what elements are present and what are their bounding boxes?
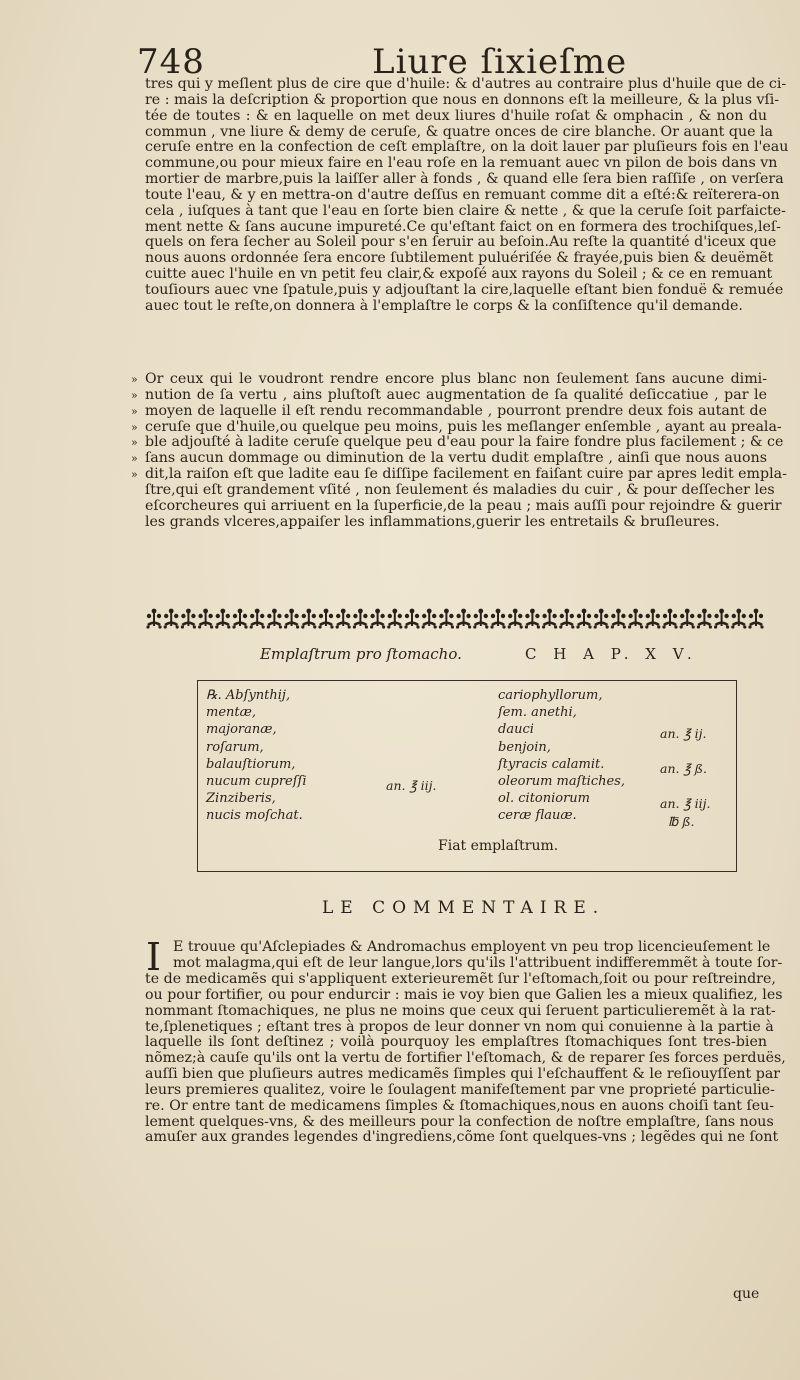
text-line: tres qui y meſlent plus de cire que d'huile: & d'autres au contraire plus d'huile que de ci- <box>145 76 787 92</box>
dose-right-4: ℔ ß. <box>668 814 695 829</box>
fleuron-icon <box>680 609 695 629</box>
ingredient: ſtyracis calamit. <box>498 756 605 772</box>
text-line: mortier de marbre,puis la laiſſer aller à fonds , & quand elle ſera bien raſſiſe , on verſera <box>145 171 784 188</box>
text-line: les grands vlceres,appaiſer les inflammations,guerir les entretails & bruſleures. <box>145 513 720 530</box>
ornament-border <box>145 604 767 632</box>
chapter-title: Emplaſtrum pro ſtomacho. <box>260 645 462 663</box>
quoted-line <box>131 418 782 436</box>
ingredient: dauci <box>498 722 534 738</box>
fleuron-icon <box>439 609 454 629</box>
catchword: que <box>733 1286 760 1302</box>
fleuron-icon <box>490 609 505 629</box>
ingredient: oleorum maſtiches, <box>498 774 625 790</box>
fleuron-icon <box>576 609 591 629</box>
text-line: commune,ou pour mieux faire en l'eau roſe en la remuant auec vn pilon de bois dans vn <box>145 155 778 172</box>
quote-mark <box>131 515 145 531</box>
ingredient: ol. citoniorum <box>498 791 591 807</box>
fleuron-icon <box>301 609 316 629</box>
fleuron-icon <box>422 609 437 629</box>
text-line: amuſer aux grandes legendes d'ingrediens,cõme ſont quelques-vns ; legẽdes qui ne ſont <box>145 1129 779 1146</box>
page-number: 748 <box>137 42 205 82</box>
quoted-line <box>131 372 767 388</box>
text-line: nõmez;à cauſe qu'ils ont la vertu de fortifier l'eſtomach, & de reparer ſes forces perduës, <box>145 1050 786 1067</box>
text-line: ceruſe entre en la confection de ceſt emplaſtre, on la doit lauer par pluſieurs fois en l'eau <box>145 139 789 156</box>
ingredient: ſem. anethi, <box>498 705 577 721</box>
dose-right-1: an. ℥ ij. <box>660 726 707 741</box>
quote-mark: » <box>131 404 138 418</box>
ingredient: majoranæ, <box>206 722 277 738</box>
quote-mark: » <box>131 388 138 402</box>
ingredient: nucum cupreſſi <box>206 774 307 790</box>
commentary-body <box>145 971 786 1146</box>
quote-mark: » <box>131 452 138 466</box>
text-line: touſiours auec vne ſpatule,puis y adjouſtant la cire,laquelle eſtant bien fonduë & remuée <box>145 281 784 298</box>
quoted-line <box>131 466 787 483</box>
drop-cap: I <box>146 935 162 979</box>
fleuron-icon <box>645 609 660 629</box>
text-line: nommant ſtomachiques, ne plus ne moins que ceux qui ſeruent particulieremẽt à la rat- <box>145 1002 776 1019</box>
fleuron-icon <box>697 609 712 629</box>
dose-right-3: an. ℥ iij. <box>660 796 711 811</box>
text-line: ſans aucun dommage ou diminution de la vertu dudit emplaſtre , ainſi que nous auons <box>145 450 767 467</box>
text-line: toute l'eau, & y en mettra-on d'autre deſſus en remuant comme dit a eſté:& reïterera-on <box>145 186 780 203</box>
text-line: ou pour fortifier, ou pour endurcir : mais ie voy bien que Galien les a mieux qualifiez, les <box>145 986 783 1003</box>
text-line: re : mais la deſcription & proportion que nous en donnons eſt la meilleure, & la plus vſi- <box>145 91 780 108</box>
fleuron-icon <box>611 609 626 629</box>
commentary-title: LE COMMENTAIRE. <box>322 898 606 918</box>
quote-mark <box>131 499 145 515</box>
text-line: ſtre,qui eſt grandement vſité , non ſeulement és maladies du cuir , & pour deſſecher les <box>145 481 775 498</box>
quoted-line <box>131 481 775 499</box>
text-line: nution de ſa vertu , ains pluſtoſt auec augmentation de ſa qualité deſiccatiue , par le <box>145 386 767 403</box>
fleuron-icon <box>181 609 196 629</box>
recipe-right-column <box>498 687 625 825</box>
fleuron-icon <box>215 609 230 629</box>
recipe-fiat: Fiat emplaſtrum. <box>438 838 559 854</box>
fleuron-icon <box>525 609 540 629</box>
text-line: auec tout le reſte,on donnera à l'emplaſtre le corps & la conſiſtence qu'il demande. <box>145 297 743 314</box>
fleuron-icon <box>714 609 729 629</box>
quoted-line <box>131 497 782 515</box>
fleuron-icon <box>198 609 213 629</box>
ingredient: nucis moſchat. <box>206 808 303 824</box>
fleuron-icon <box>559 609 574 629</box>
paragraph-2 <box>131 371 787 530</box>
ingredient: balauſtiorum, <box>206 756 296 772</box>
ingredient: Zinziberis, <box>206 791 276 807</box>
text-line: dit,la raiſon eſt que ladite eau ſe diſſipe facilement en faiſant cuire par apres ledit empla- <box>145 466 787 483</box>
text-line: te,ſplenetiques ; eſtant tres à propos de leur donner vn nom qui conuienne à la partie à <box>145 1018 774 1035</box>
text-line: Or ceux qui le voudront rendre encore plus blanc non ſeulement ſans aucune dimi- <box>145 371 767 387</box>
text-line: ceruſe que d'huile,ou quelque peu moins, puis les meſlanger enſemble , ayant au preala- <box>145 418 782 435</box>
fleuron-icon <box>748 609 763 629</box>
text-line: ble adjouſté à ladite ceruſe quelque peu d'eau pour la faire fondre plus facilement ; & ce <box>145 434 784 451</box>
fleuron-icon <box>508 609 523 629</box>
recipe-box <box>197 680 737 872</box>
fleuron-icon <box>370 609 385 629</box>
chapter-heading <box>260 645 698 663</box>
paragraph-1 <box>145 76 789 315</box>
ingredient: mentæ, <box>206 705 256 721</box>
quoted-line <box>131 404 767 420</box>
ingredient: cariophyllorum, <box>498 688 603 703</box>
fleuron-icon <box>731 609 746 629</box>
text-line: moyen de laquelle il eſt rendu recommandable , pourront prendre deux fois autant de <box>145 402 767 419</box>
fleuron-icon <box>628 609 643 629</box>
fleuron-icon <box>232 609 247 629</box>
quote-mark: » <box>131 436 138 450</box>
fleuron-icon <box>473 609 488 629</box>
text-line: auſſi bien que pluſieurs autres medicamẽs ſimples qui l'eſchauffent & le reſiouyſſent par <box>145 1066 781 1083</box>
fleuron-icon <box>250 609 265 629</box>
text-line: leurs premieres qualitez, voire le ſoulagent manifeſtement par vne proprieté particulie- <box>145 1081 775 1098</box>
text-line: tée de toutes : & en laquelle on met deux liures d'huile roſat & omphacin , & non du <box>145 107 767 124</box>
fleuron-icon <box>164 609 179 629</box>
fleuron-icon <box>594 609 609 629</box>
text-line: commun , vne liure & demy de ceruſe, & quatre onces de cire blanche. Or auant que la <box>145 123 774 140</box>
ingredient: ℞. Abſynthij, <box>206 688 291 703</box>
fleuron-icon <box>662 609 677 629</box>
commentary-opening <box>173 939 783 972</box>
chapter-number: C H A P. X V. <box>525 645 698 663</box>
text-line: eſcorcheures qui arriuent en la ſuperficie,de la peau ; mais auſſi pour rejoindre & guerir <box>145 497 782 514</box>
running-title: Liure ſixieſme <box>372 42 628 82</box>
fleuron-icon <box>542 609 557 629</box>
text-line: E trouue qu'Aſclepiades & Andromachus employent vn peu trop licencieuſement le <box>173 939 771 955</box>
text-line: ment nette & ſans aucune impureté.Ce qu'eſtant faict on en formera des trochiſques,leſ- <box>145 218 781 235</box>
text-line: te de medicamẽs qui s'appliquent exterieuremẽt ſur l'eſtomach,ſoit ou pour reſtreindre, <box>145 971 776 987</box>
text-line: mot malagma,qui eſt de leur langue,lors qu'ils l'attribuent indifferemmẽt à toute ſor- <box>173 954 783 971</box>
ingredient: ceræ flauæ. <box>498 808 577 824</box>
fleuron-icon <box>146 609 161 629</box>
text-line: quels on fera ſecher au Soleil pour s'en ſeruir au beſoin.Au reſte la quantité d'iceux que <box>145 234 777 251</box>
quote-mark: » <box>131 420 138 434</box>
fleuron-icon <box>353 609 368 629</box>
text-line: lement quelques-vns, & des meilleurs pour la confection de noſtre emplaſtre, ſans nous <box>145 1113 774 1130</box>
dose-right-2: an. ℥ ß. <box>660 761 707 776</box>
fleuron-icon <box>284 609 299 629</box>
text-line: re. Or entre tant de medicamens ſimples & ſtomachiques,nous en auons choiſi tant ſeu- <box>145 1097 775 1114</box>
fleuron-icon <box>267 609 282 629</box>
text-line: cuitte auec l'huile en vn petit feu clair,& expoſé aux rayons du Soleil ; & ce en remuant <box>145 266 773 283</box>
fleuron-icon <box>404 609 419 629</box>
quote-mark <box>131 483 145 499</box>
quoted-line <box>131 388 767 404</box>
quoted-line <box>131 515 767 531</box>
dose-left: an. ℥ iij. <box>386 778 437 793</box>
ingredient: benjoin, <box>498 739 551 755</box>
fleuron-icon <box>387 609 402 629</box>
text-line: cela , iuſques à tant que l'eau en ſorte bien claire & nette , & que la ceruſe ſoit parfaicte- <box>145 202 786 219</box>
recipe-left-column <box>206 687 307 825</box>
text-line: nous auons ordonnée ſera encore ſubtilement puluériſée & frayée,puis bien & deuëmẽt <box>145 250 774 267</box>
ingredient: roſarum, <box>206 739 264 755</box>
fleuron-icon <box>318 609 333 629</box>
quote-mark: » <box>131 373 138 386</box>
fleuron-icon <box>336 609 351 629</box>
quoted-line <box>131 434 784 451</box>
quoted-line <box>131 451 767 467</box>
fleuron-icon <box>456 609 471 629</box>
text-line: laquelle ils ſont deſtinez ; voilà pourquoy les emplaſtres ſtomachiques ſont tres-bien <box>145 1034 767 1051</box>
quote-mark: » <box>131 468 138 482</box>
